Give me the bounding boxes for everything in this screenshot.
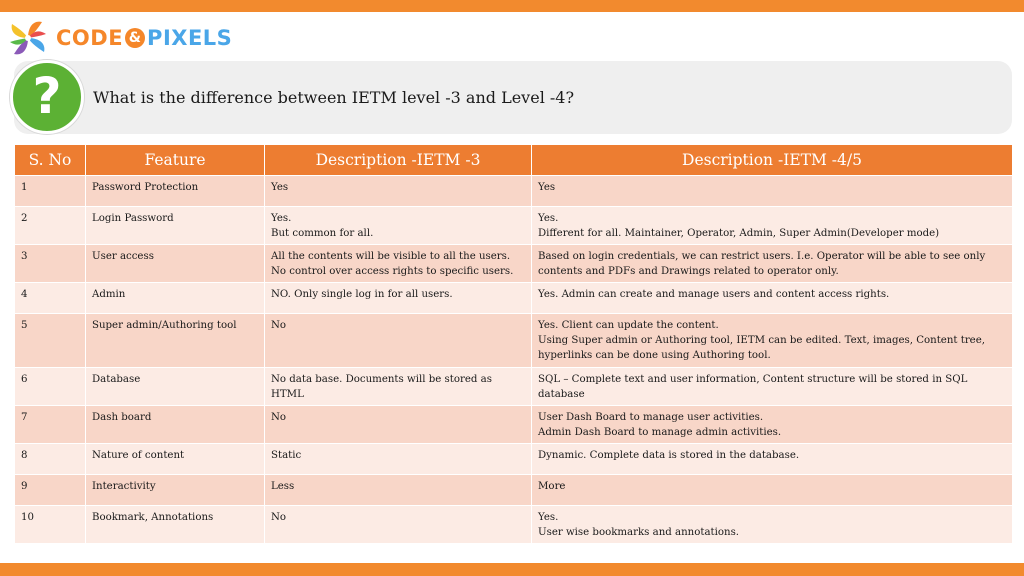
cell-feature: Nature of content	[86, 444, 265, 475]
cell-sno: 4	[15, 283, 86, 314]
question-mark-glyph: ?	[32, 67, 62, 125]
cell-ietm3: No	[265, 406, 532, 444]
header-sno: S. No	[15, 145, 86, 176]
table-row	[15, 283, 1013, 314]
cell-feature: Password Protection	[86, 176, 265, 207]
table-row	[15, 475, 1013, 506]
top-accent-bar	[0, 0, 1024, 12]
cell-ietm3: No data base. Documents will be stored as HTML	[265, 368, 532, 406]
cell-sno: 5	[15, 314, 86, 368]
brand-code: CODE	[56, 26, 124, 50]
table-row	[15, 406, 1013, 444]
cell-ietm45: Yes. User wise bookmarks and annotations.	[532, 506, 1013, 544]
question-mark-icon	[10, 60, 84, 134]
cell-ietm45: Yes. Client can update the content. Using Super admin or Authoring tool, IETM can be edited. Text, images, Content tree, hyperlinks can be done using Authoring tool.	[532, 314, 1013, 368]
cell-sno: 3	[15, 245, 86, 283]
cell-ietm45: Dynamic. Complete data is stored in the database.	[532, 444, 1013, 475]
cell-feature: Dash board	[86, 406, 265, 444]
cell-feature: Bookmark, Annotations	[86, 506, 265, 544]
cell-feature: Database	[86, 368, 265, 406]
cell-sno: 2	[15, 207, 86, 245]
comparison-table	[14, 144, 1013, 544]
cell-ietm45: Based on login credentials, we can restrict users. I.e. Operator will be able to see only contents and PDFs and Drawings related to operator only.	[532, 245, 1013, 283]
cell-ietm3: Static	[265, 444, 532, 475]
table-row	[15, 506, 1013, 544]
cell-ietm3: All the contents will be visible to all the users. No control over access rights to specific users.	[265, 245, 532, 283]
cell-sno: 1	[15, 176, 86, 207]
cell-ietm45: SQL – Complete text and user information, Content structure will be stored in SQL database	[532, 368, 1013, 406]
cell-ietm45: Yes	[532, 176, 1013, 207]
table-row	[15, 245, 1013, 283]
cell-feature: Super admin/Authoring tool	[86, 314, 265, 368]
cell-sno: 8	[15, 444, 86, 475]
cell-feature: Admin	[86, 283, 265, 314]
header-feature: Feature	[86, 145, 265, 176]
cell-ietm45: Yes. Different for all. Maintainer, Operator, Admin, Super Admin(Developer mode)	[532, 207, 1013, 245]
brand-wordmark	[56, 26, 232, 50]
cell-feature: Login Password	[86, 207, 265, 245]
cell-sno: 9	[15, 475, 86, 506]
table-row	[15, 368, 1013, 406]
brand-ampersand: &	[125, 28, 145, 48]
cell-ietm3: No	[265, 506, 532, 544]
cell-ietm3: Less	[265, 475, 532, 506]
table-row	[15, 314, 1013, 368]
question-text: What is the difference between IETM level -3 and Level -4?	[93, 88, 575, 107]
table-row	[15, 444, 1013, 475]
cell-ietm3: Yes	[265, 176, 532, 207]
cell-ietm45: Yes. Admin can create and manage users and content access rights.	[532, 283, 1013, 314]
cell-sno: 7	[15, 406, 86, 444]
cell-ietm3: Yes. But common for all.	[265, 207, 532, 245]
cell-feature: Interactivity	[86, 475, 265, 506]
pinwheel-logo-icon	[6, 16, 50, 60]
table-row	[15, 207, 1013, 245]
cell-feature: User access	[86, 245, 265, 283]
cell-ietm45: More	[532, 475, 1013, 506]
table-row	[15, 176, 1013, 207]
brand-logo	[6, 16, 232, 60]
header-ietm45: Description -IETM -4/5	[532, 145, 1013, 176]
cell-sno: 6	[15, 368, 86, 406]
header-ietm3: Description -IETM -3	[265, 145, 532, 176]
cell-ietm45: User Dash Board to manage user activities. Admin Dash Board to manage admin activities.	[532, 406, 1013, 444]
bottom-accent-bar	[0, 563, 1024, 576]
brand-pixels: PIXELS	[147, 26, 233, 50]
cell-ietm3: No	[265, 314, 532, 368]
cell-ietm3: NO. Only single log in for all users.	[265, 283, 532, 314]
table-header-row	[15, 145, 1013, 176]
cell-sno: 10	[15, 506, 86, 544]
